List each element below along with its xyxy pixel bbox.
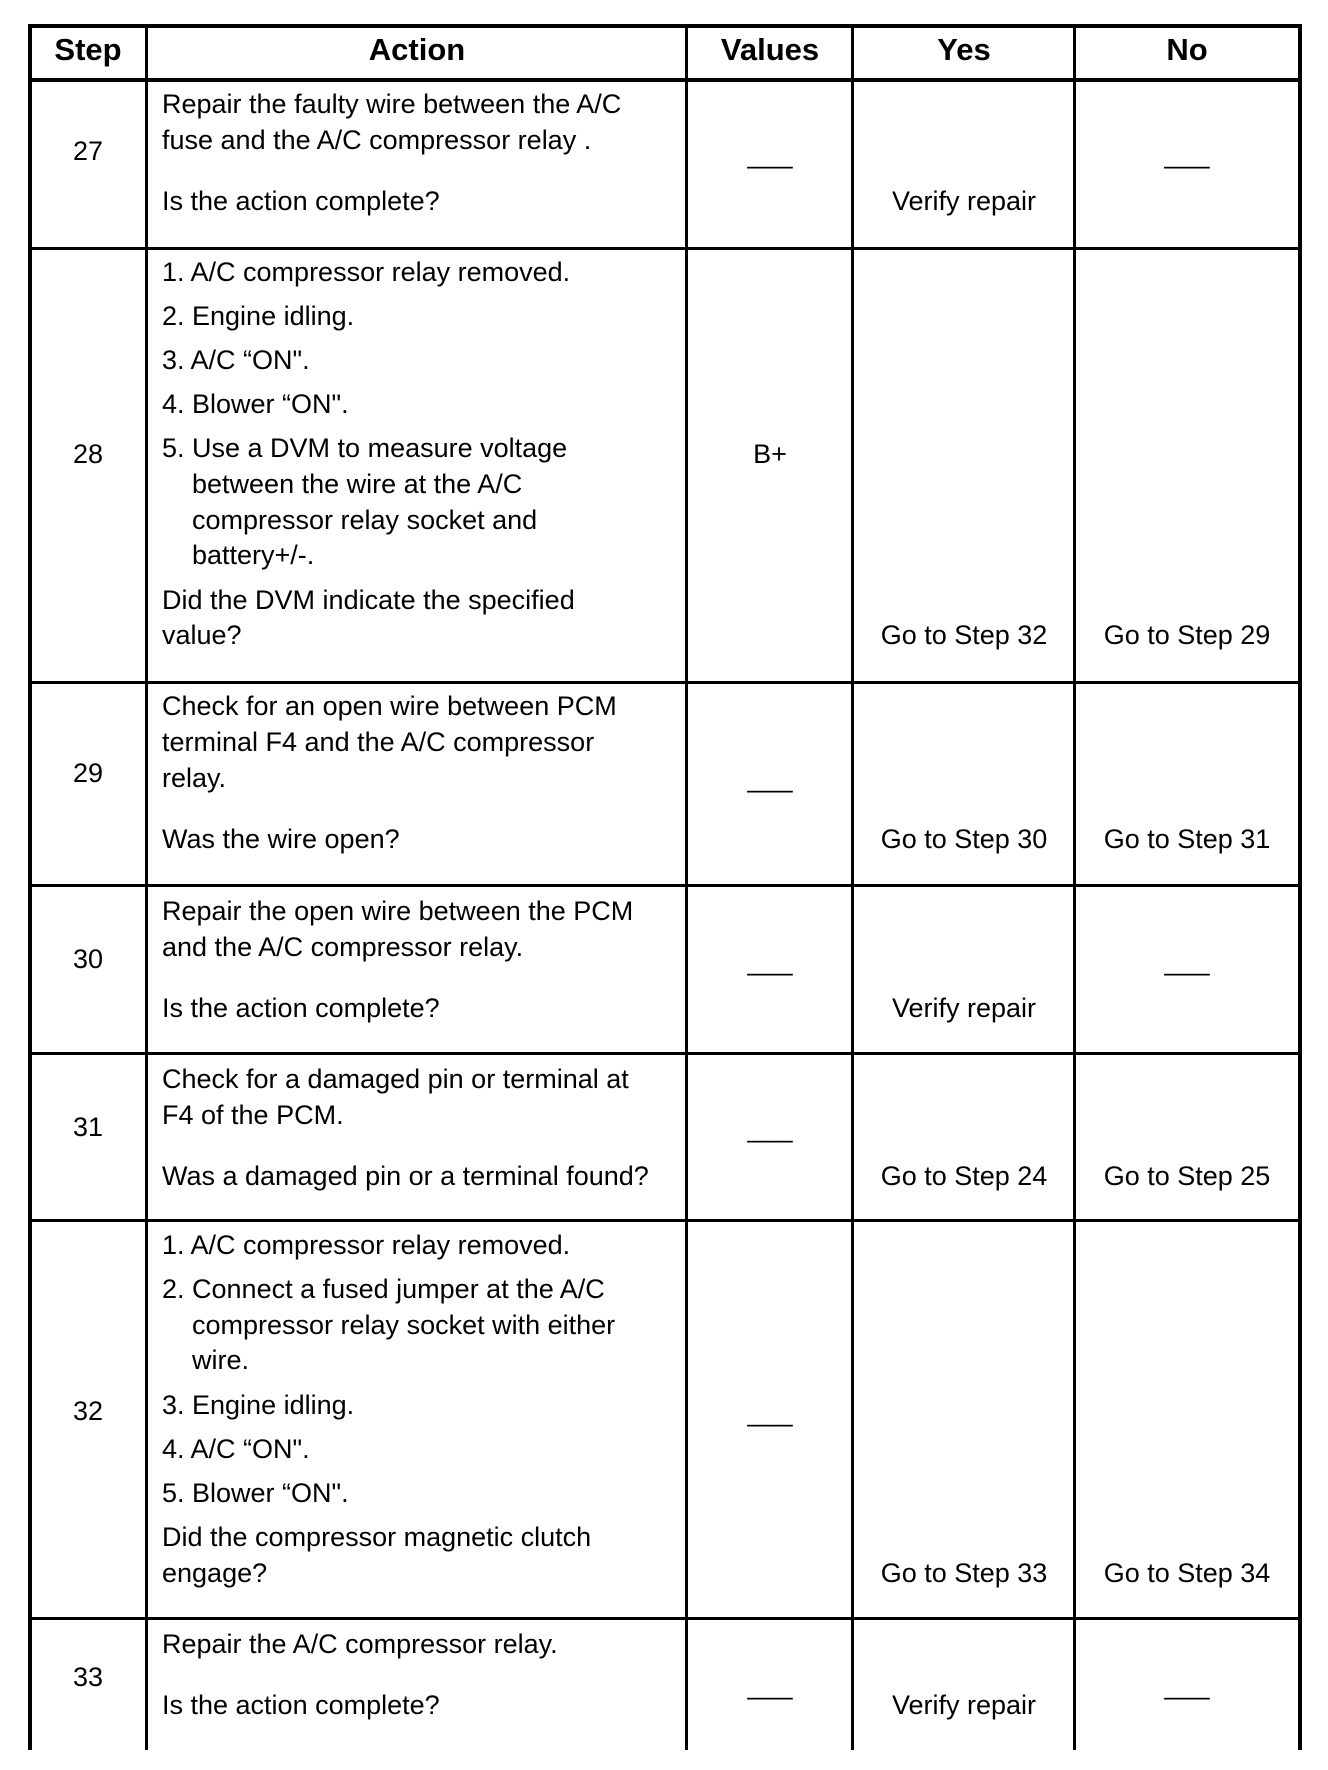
yes-cell: Go to Step 32 — [880, 620, 1048, 650]
action-text: and the A/C compressor relay. — [162, 932, 524, 962]
action-text: wire. — [192, 1345, 250, 1375]
action-text: Was the wire open? — [162, 824, 400, 854]
action-text: Is the action complete? — [162, 1690, 440, 1720]
action-text: 1. A/C compressor relay removed. — [162, 257, 571, 287]
row-divider — [28, 884, 1301, 887]
action-text: compressor relay socket with either — [192, 1310, 616, 1340]
value-cell: ___ — [747, 139, 793, 169]
row-divider — [28, 681, 1301, 684]
step-number: 30 — [72, 944, 104, 974]
value-cell: B+ — [753, 439, 787, 469]
step-number: 33 — [72, 1662, 104, 1692]
action-text: terminal F4 and the A/C compressor — [162, 727, 595, 757]
row-divider — [28, 1617, 1301, 1620]
action-text: 5. Use a DVM to measure voltage — [162, 433, 568, 463]
action-text: F4 of the PCM. — [162, 1100, 344, 1130]
value-cell: ___ — [747, 1397, 793, 1427]
header-action: Action — [368, 32, 466, 67]
row-divider — [28, 247, 1301, 250]
no-cell: Go to Step 25 — [1103, 1161, 1271, 1191]
action-text: 2. Connect a fused jumper at the A/C — [162, 1274, 605, 1304]
action-text: Check for an open wire between PCM — [162, 691, 617, 721]
header-values: Values — [720, 32, 820, 67]
column-divider — [685, 24, 688, 1750]
yes-cell: Verify repair — [891, 993, 1037, 1023]
column-divider — [145, 24, 148, 1750]
action-text: Repair the faulty wire between the A/C — [162, 89, 622, 119]
step-number: 27 — [72, 136, 104, 166]
action-text: Is the action complete? — [162, 186, 440, 216]
action-text: between the wire at the A/C — [192, 469, 523, 499]
yes-cell: Verify repair — [891, 1690, 1037, 1720]
action-text: 3. Engine idling. — [162, 1390, 355, 1420]
no-cell: ___ — [1164, 946, 1210, 976]
no-cell: Go to Step 31 — [1103, 824, 1271, 854]
value-cell: ___ — [747, 763, 793, 793]
no-cell: ___ — [1164, 139, 1210, 169]
column-divider — [1073, 24, 1076, 1750]
action-text: 4. A/C “ON". — [162, 1434, 310, 1464]
yes-cell: Go to Step 33 — [880, 1558, 1048, 1588]
column-divider — [1298, 24, 1302, 1750]
action-text: 3. A/C “ON". — [162, 345, 310, 375]
column-divider — [851, 24, 854, 1750]
no-cell: Go to Step 29 — [1103, 620, 1271, 650]
action-text: fuse and the A/C compressor relay . — [162, 125, 592, 155]
action-text: compressor relay socket and — [192, 505, 538, 535]
action-text: Is the action complete? — [162, 993, 440, 1023]
yes-cell: Verify repair — [891, 186, 1037, 216]
action-text: Repair the open wire between the PCM — [162, 896, 634, 926]
action-text: 1. A/C compressor relay removed. — [162, 1230, 571, 1260]
action-text: battery+/-. — [192, 540, 315, 570]
header-yes: Yes — [937, 32, 991, 67]
action-text: engage? — [162, 1558, 268, 1588]
no-cell: Go to Step 34 — [1103, 1558, 1271, 1588]
row-divider — [28, 1219, 1301, 1222]
action-text: Repair the A/C compressor relay. — [162, 1629, 558, 1659]
action-text: Was a damaged pin or a terminal found? — [162, 1161, 649, 1191]
value-cell: ___ — [747, 946, 793, 976]
step-number: 28 — [72, 439, 104, 469]
action-text: Check for a damaged pin or terminal at — [162, 1064, 629, 1094]
action-text: value? — [162, 620, 242, 650]
header-no: No — [1166, 32, 1208, 67]
yes-cell: Go to Step 30 — [880, 824, 1048, 854]
header-divider — [28, 78, 1301, 82]
row-divider — [28, 1052, 1301, 1055]
action-text: 2. Engine idling. — [162, 301, 355, 331]
value-cell: ___ — [747, 1113, 793, 1143]
step-number: 29 — [72, 758, 104, 788]
column-divider — [28, 24, 32, 1750]
step-number: 31 — [72, 1112, 104, 1142]
no-cell: ___ — [1164, 1670, 1210, 1700]
header-step: Step — [54, 32, 122, 67]
action-text: Did the DVM indicate the specified — [162, 585, 575, 615]
step-number: 32 — [72, 1396, 104, 1426]
table-border-top — [28, 24, 1301, 28]
value-cell: ___ — [747, 1670, 793, 1700]
action-text: Did the compressor magnetic clutch — [162, 1522, 592, 1552]
yes-cell: Go to Step 24 — [880, 1161, 1048, 1191]
action-text: relay. — [162, 763, 227, 793]
action-text: 5. Blower “ON". — [162, 1478, 349, 1508]
action-text: 4. Blower “ON". — [162, 389, 349, 419]
